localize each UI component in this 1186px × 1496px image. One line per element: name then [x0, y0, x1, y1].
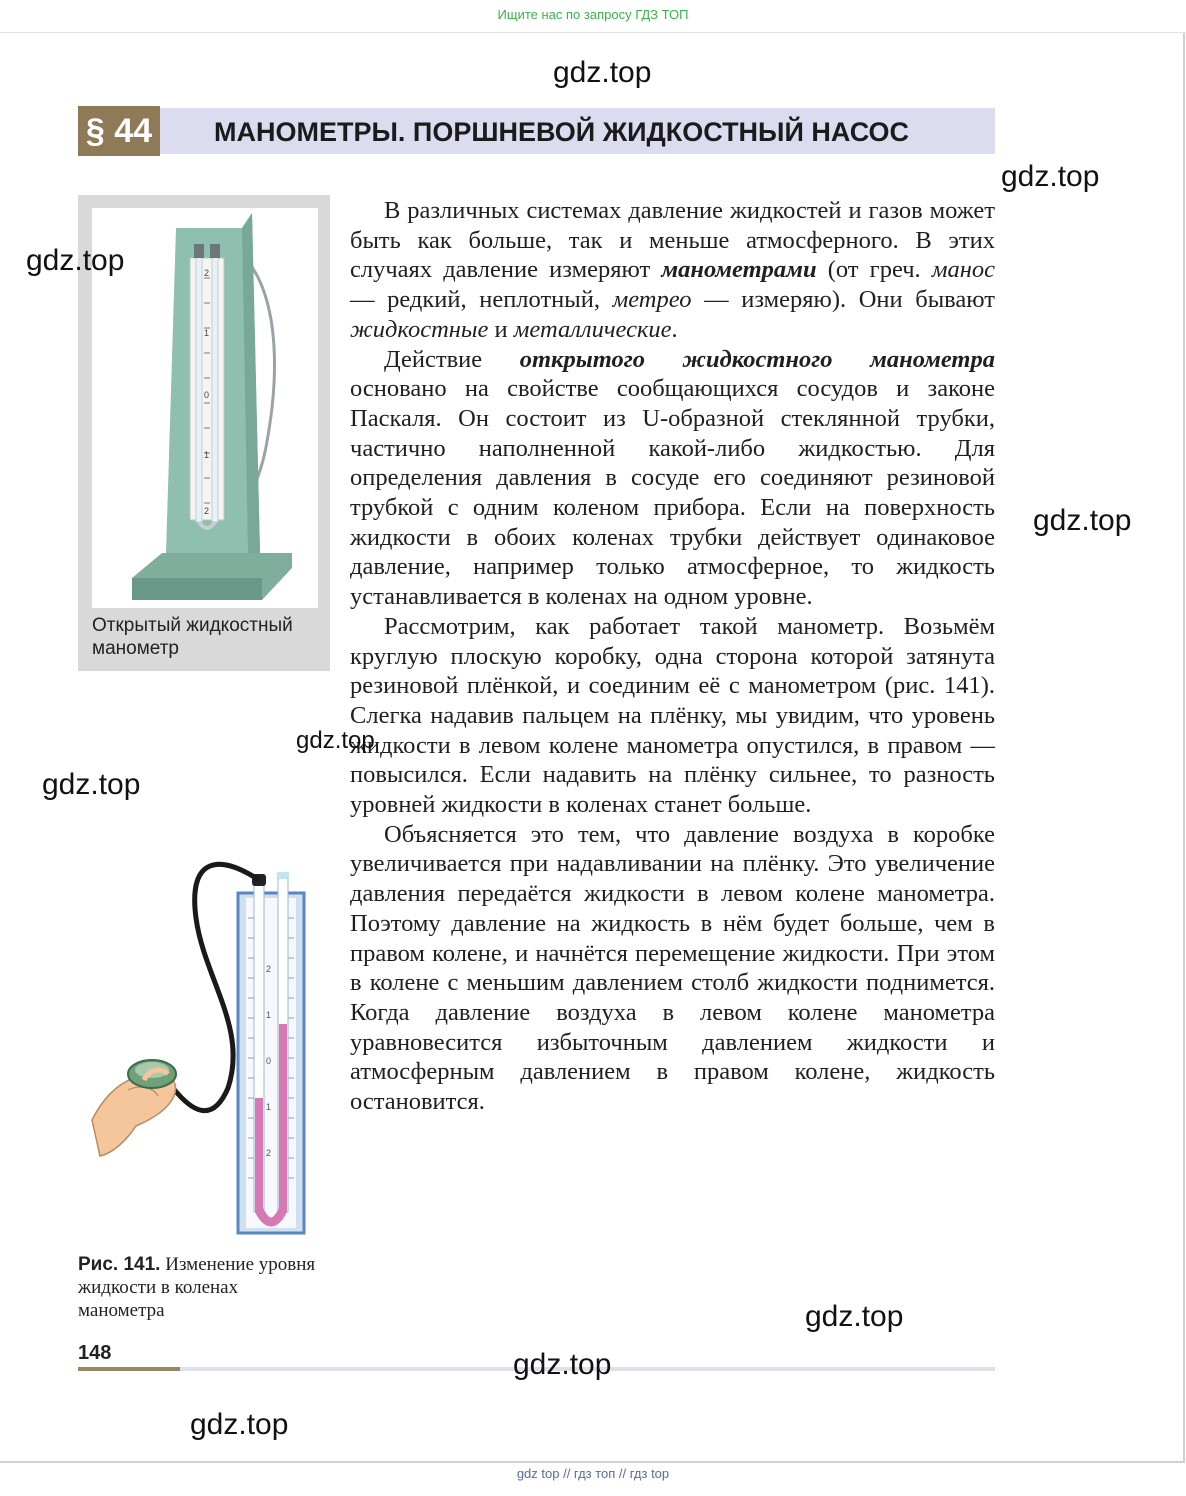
photo-scale-label: 1 [204, 450, 210, 460]
figure-scale-label: 2 [266, 964, 272, 974]
photo-scale-label: 0 [204, 390, 210, 400]
photo-scale-label: 2 [204, 506, 210, 516]
photo-caption: Открытый жидкостный манометр [92, 615, 293, 659]
page-number: 148 [78, 1342, 112, 1364]
watermark: gdz.top [553, 56, 652, 89]
figure-scale-label: 0 [266, 1056, 272, 1066]
figure-caption-text: Изменение уровня жидкости в коленах манометра [78, 1254, 316, 1321]
watermark: gdz.top [296, 727, 375, 754]
figure-scale-label: 1 [266, 1010, 272, 1020]
photo-scale-label: 2 [204, 268, 210, 278]
manometer-photo-illustration [92, 208, 318, 608]
watermark: gdz.top [1033, 504, 1132, 537]
figure-label: Рис. 141. [78, 1254, 161, 1275]
watermark: gdz.top [190, 1408, 289, 1441]
paragraph-1: В различных системах давление жидкостей и газов может быть как больше, так и меньше атмосферного. В этих случаях давление измеряют манометрами (от греч. манос — редкий, неплотный, метрео — измеряю). Они бывают жидкостные и металлические. [350, 197, 995, 343]
paragraph-4: Объясняется это тем, что давление воздуха в коробке увеличивается при надавливании на плёнку. Это увеличение давления передаётся жидкости в левом колене манометра. Поэтому давление на жидкость в нём будет больше, чем в правом колене, и начнётся перемещение жидкости. При этом в колене с меньшим давлением столб жидкости поднимется. Когда давление воздуха в левом колене манометра уравновесится избыточным давлением жидкости и атмосферным давлением в правом колене, жидкость остановится. [350, 820, 995, 1116]
figure-caption [78, 1253, 328, 1322]
section-title: МАНОМЕТРЫ. ПОРШНЕВОЙ ЖИДКОСТНЫЙ НАСОС [214, 117, 910, 147]
watermark: gdz.top [1001, 160, 1100, 193]
paragraph-2: Действие открытого жидкостного манометра основано на свойстве сообщающихся сосудов и законе Паскаля. Он состоит из U-образной стеклянной трубки, частично наполненной какой-либо жидкостью. Для определения давления в сосуде его соединяют резиновой трубкой с одним коленом прибора. Если на поверхность жидкости в обоих коленах трубки действует одинаковое давление, например только атмосферное, то жидкость устанавливается в коленах на одном уровне. [350, 345, 995, 611]
paragraph-3: Рассмотрим, как работает такой манометр. Возьмём круглую плоскую коробку, одна сторона которой затянута резиновой плёнкой, и соединим её с манометром (рис. 141). Слегка надавив пальцем на плёнку, мы увидим, что уровень жидкости в левом колене манометра опустился, в правом — повысился. Если надавить на плёнку сильнее, то разность уровней жидкости в коленах станет больше. [350, 612, 995, 819]
body-text [350, 196, 995, 1326]
watermark: gdz.top [26, 244, 125, 277]
section-number: § 44 [78, 106, 160, 156]
figure-scale-label: 2 [266, 1148, 272, 1158]
photo-scale-label: 1 [204, 328, 210, 338]
footer-links[interactable]: gdz top // гдз топ // гдз top [516, 1466, 670, 1481]
page-rule-accent [78, 1367, 180, 1371]
figure-141-illustration [88, 858, 313, 1238]
figure-scale-label: 1 [266, 1102, 272, 1112]
top-banner[interactable]: Ищите нас по запросу ГДЗ ТОП [0, 0, 1186, 33]
watermark: gdz.top [513, 1348, 612, 1381]
watermark: gdz.top [805, 1300, 904, 1333]
watermark: gdz.top [42, 768, 141, 801]
